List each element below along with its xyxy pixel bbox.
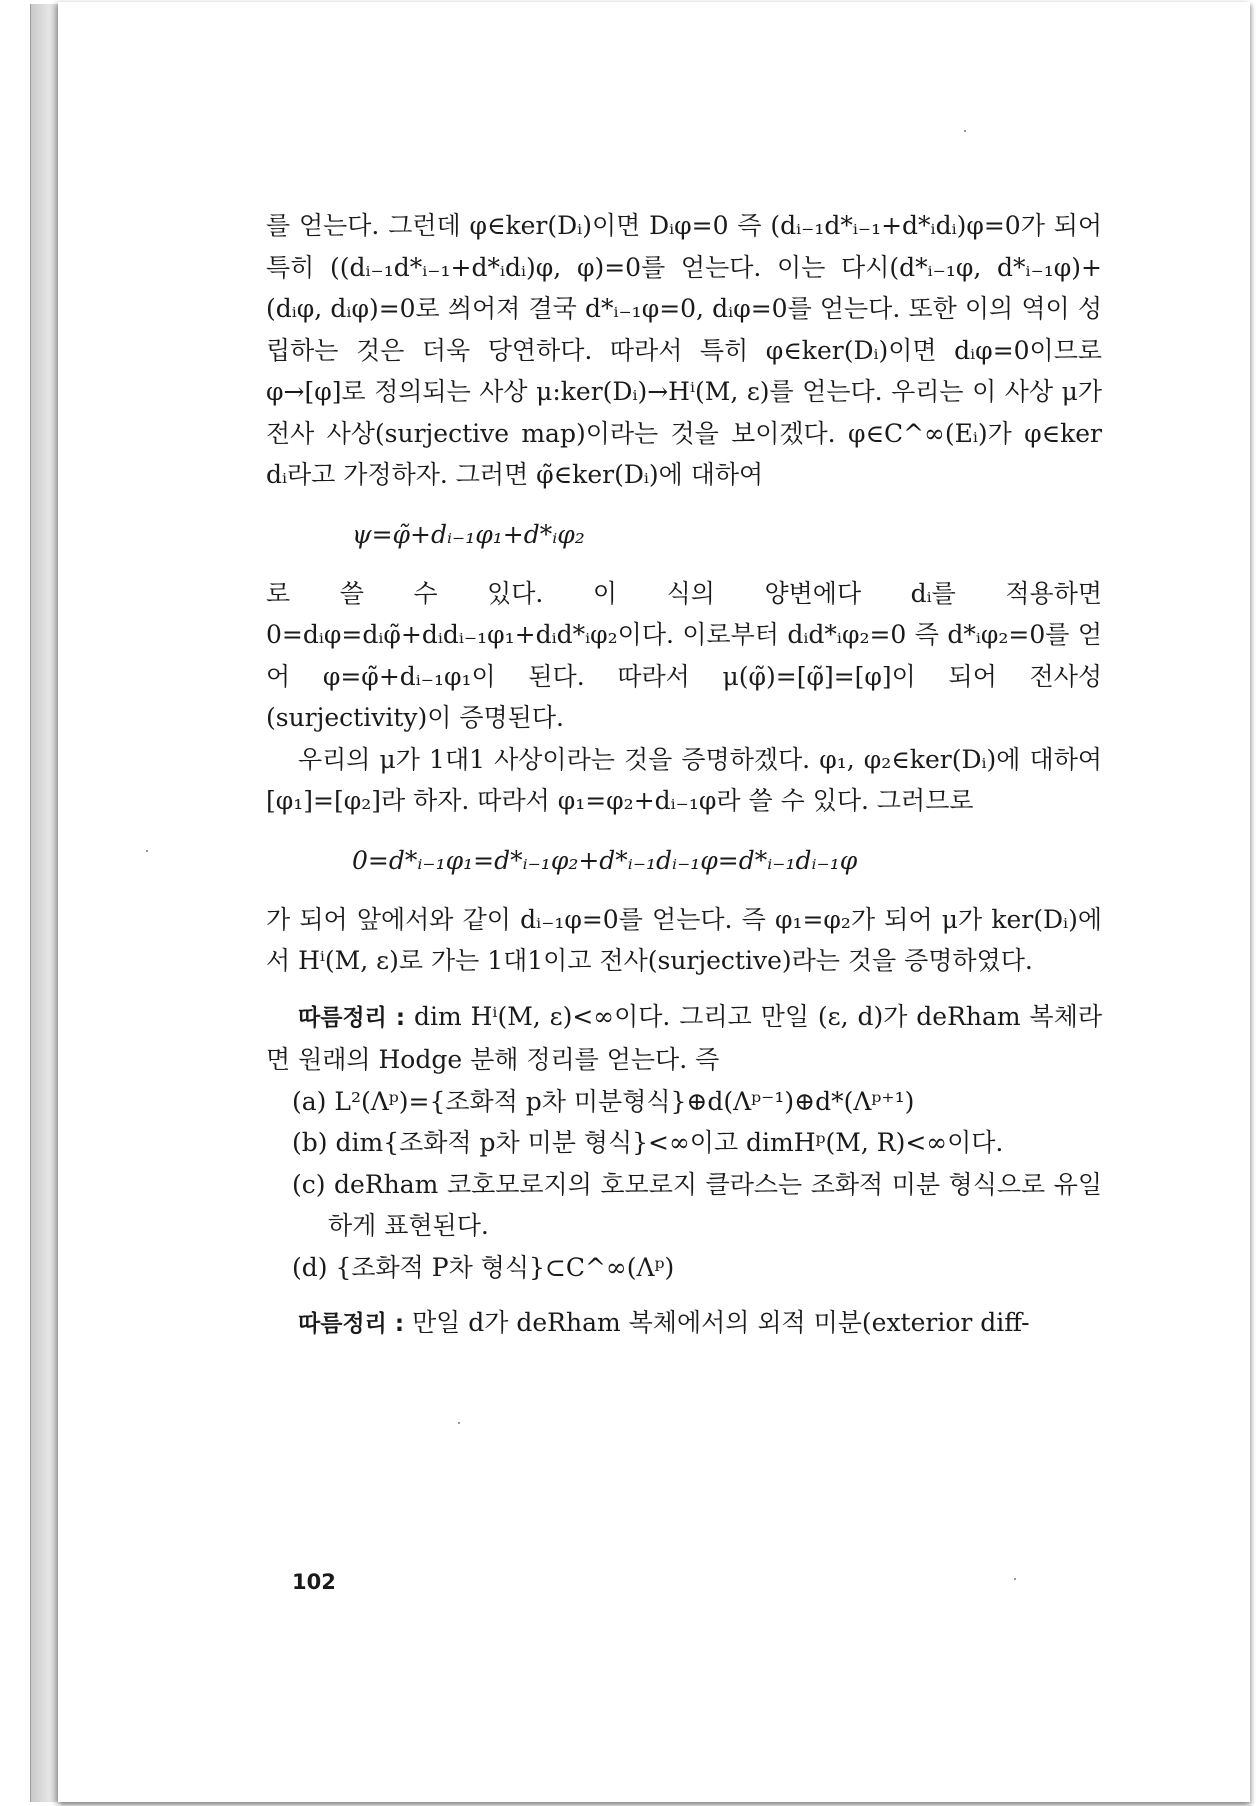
page-body: [266, 205, 1102, 1346]
corollary-text: 만일 d가 deRham 복체에서의 외적 미분(exterior diff-: [412, 1308, 1030, 1337]
paper-speck: [146, 850, 148, 852]
paragraph: 로 쓸 수 있다. 이 식의 양변에다 dᵢ를 적용하면 0=dᵢφ=dᵢφ̃+dᵢdᵢ₋₁φ₁+dᵢd*ᵢφ₂이다. 이로부터 dᵢd*ᵢφ₂=0 즉 d*ᵢφ₂=0를 얻어 φ=φ̃+dᵢ₋₁φ₁이 된다. 따라서 μ(φ̃)=[φ̃]=[φ]이 되어 전사성(surjectivity)이 증명된다.: [266, 578, 1102, 732]
corollary-label: 따름정리 :: [298, 1004, 406, 1031]
corollary: [266, 1302, 1102, 1346]
equation: 0=d*ᵢ₋₁φ₁=d*ᵢ₋₁φ₂+d*ᵢ₋₁dᵢ₋₁φ=d*ᵢ₋₁dᵢ₋₁φ: [352, 845, 858, 875]
corollary: [266, 996, 1102, 1081]
corollary-text: dim Hⁱ(M, ε)<∞이다. 그리고 만일 (ε, d)가 deRham 복체라면 원래의 Hodge 분해 정리를 얻는다. 즉: [266, 1001, 1102, 1074]
paragraph: 를 얻는다. 그런데 φ∈ker(Dᵢ)이면 Dᵢφ=0 즉 (dᵢ₋₁d*ᵢ₋₁+d*ᵢdᵢ)φ=0가 되어 특히 ((dᵢ₋₁d*ᵢ₋₁+d*ᵢdᵢ)φ, φ)=0를 얻는다. 이는 다시(d*ᵢ₋₁φ, d*ᵢ₋₁φ)+(dᵢφ, dᵢφ)=0로 씌어져 결국 d*ᵢ₋₁φ=0, dᵢφ=0를 얻는다. 또한 이의 역이 성립하는 것은 더욱 당연하다. 따라서 특히 φ∈ker(Dᵢ)이면 dᵢφ=0이므로 φ→[φ]로 정의되는 사상 μ:ker(Dᵢ)→Hⁱ(M, ε)를 얻는다. 우리는 이 사상 μ가 전사 사상(surjective map)이라는 것을 보이겠다. φ∈C^∞(Eᵢ)가 φ∈ker dᵢ라고 가정하자. 그러면 φ̃∈ker(Dᵢ)에 대하여: [266, 211, 1102, 489]
paper-speck: [1014, 1578, 1016, 1580]
list-item: (d) {조화적 P차 형식}⊂C^∞(Λᵖ): [292, 1252, 675, 1282]
list-item: (c) deRham 코호모로지의 호모로지 클라스는 조화적 미분 형식으로 유일하게 표현된다.: [292, 1169, 1102, 1240]
equation: ψ=φ̃+dᵢ₋₁φ₁+d*ᵢφ₂: [352, 519, 585, 549]
corollary-label: 따름정리 :: [298, 1311, 405, 1337]
page-number: 102: [292, 1570, 336, 1594]
paragraph: 가 되어 앞에서와 같이 dᵢ₋₁φ=0를 얻는다. 즉 φ₁=φ₂가 되어 μ가 ker(Dᵢ)에서 Hⁱ(M, ε)로 가는 1대1이고 전사(surjective)라는 것을 증명하였다.: [266, 904, 1102, 975]
paper-speck: [458, 1422, 460, 1424]
list-item: (a) L²(Λᵖ)={조화적 p차 미분형식}⊕d(Λᵖ⁻¹)⊕d*(Λᵖ⁺¹): [292, 1086, 915, 1116]
paper-speck: [964, 130, 966, 132]
list-item: (b) dim{조화적 p차 미분 형식}<∞이고 dimHᵖ(M, R)<∞이다.: [292, 1128, 1004, 1157]
paragraph: 우리의 μ가 1대1 사상이라는 것을 증명하겠다. φ₁, φ₂∈ker(Dᵢ)에 대하여 [φ₁]=[φ₂]라 하자. 따라서 φ₁=φ₂+dᵢ₋₁φ라 쓸 수 있다. 그러므로: [266, 744, 1102, 815]
book-spine-edge: [30, 4, 61, 1802]
